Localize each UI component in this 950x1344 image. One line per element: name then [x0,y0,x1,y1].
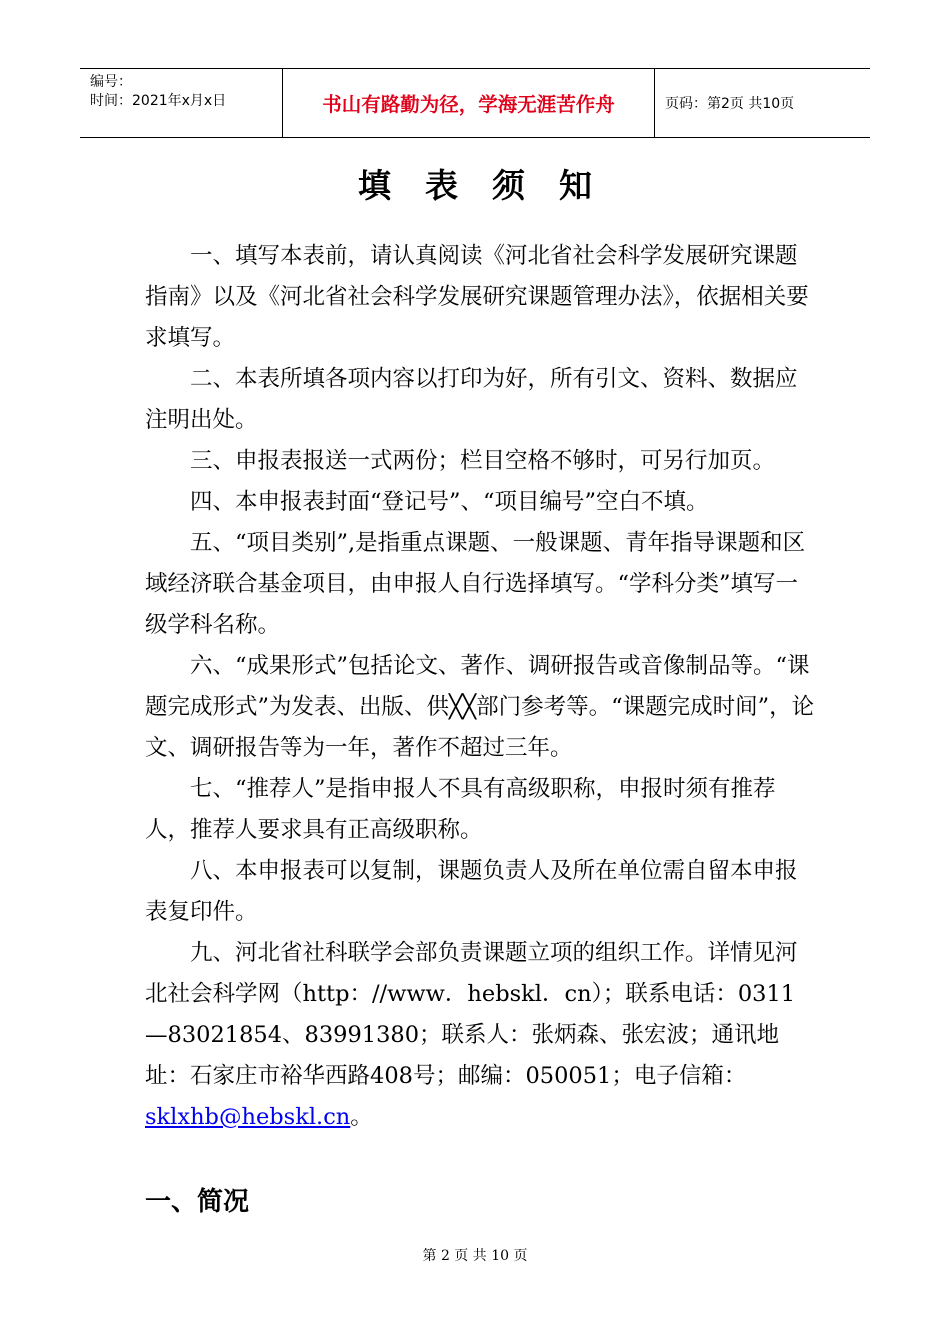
contact-text: 九、河北省社科联学会部负责课题立项的组织工作。详情见河北社会科学网（http：//www．hebskl．cn）；联系电话：0311—83021854、83991380；联系人：张炳森、张宏波；通讯地址：石家庄市裕华西路408号；邮编：050051；电子信箱： [145,940,798,1089]
contact-paragraph [145,933,815,1138]
instruction-paragraph: 八、本申报表可以复制，课题负责人及所在单位需自留本申报表复印件。 [145,858,798,925]
email-link[interactable]: sklxhb@hebskl.cn [145,1104,351,1130]
page-title: 填表须知 [358,166,626,205]
page-footer: 第 2 页 共 10 页 [422,1248,528,1264]
instruction-paragraph: 五、“项目类别”,是指重点课题、一般课题、青年指导课题和区域经济联合基金项目，由申报人自行选择填写。“学科分类”填写一级学科名称。 [145,530,806,638]
email-suffix: 。 [350,1104,373,1130]
section-heading: 一、简况 [145,1187,250,1217]
instruction-paragraph: 一、填写本表前，请认真阅读《河北省社会科学发展研究课题指南》以及《河北省社会科学发展研究课题管理办法》，依据相关要求填写。 [145,243,809,351]
header-page-info: 页码：第2页 共10页 [665,96,795,112]
number-label: 编号： [90,74,132,90]
date-label: 时间：2021年x月x日 [90,93,227,109]
header-motto: 书山有路勤为径，学海无涯苦作舟 [282,69,655,137]
header-meta [80,69,282,137]
instruction-paragraph: 六、“成果形式”包括论文、著作、调研报告或音像制品等。“课题完成形式”为发表、出版、供╳╳部门参考等。“课题完成时间”，论文、调研报告等为一年，著作不超过三年。 [145,653,815,761]
instruction-paragraph: 七、“推荐人”是指申报人不具有高级职称，申报时须有推荐人，推荐人要求具有正高级职称。 [145,776,776,843]
instruction-paragraph: 二、本表所填各项内容以打印为好，所有引文、资料、数据应注明出处。 [145,366,798,433]
instructions-body [145,236,815,1138]
instruction-paragraph: 四、本申报表封面“登记号”、“项目编号”空白不填。 [190,489,709,515]
instruction-paragraph: 三、申报表报送一式两份；栏目空格不够时，可另行加页。 [190,448,776,474]
page-header [80,68,870,138]
